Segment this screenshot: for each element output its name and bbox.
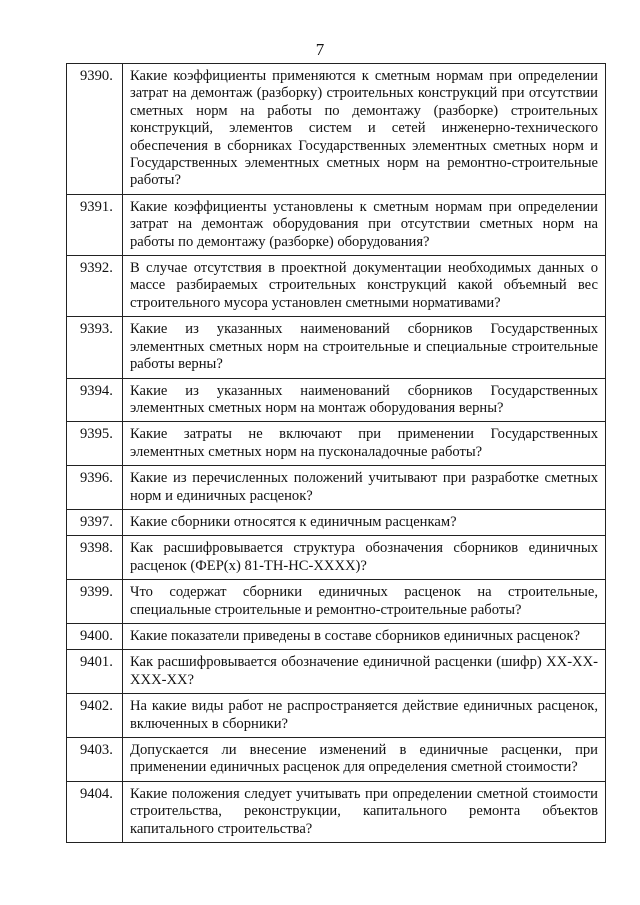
question-text: В случае отсутствия в проектной документации необходимых данных о массе разбираемых строительных конструкций какой объемный вес строительного мусора установлен сметными нормативами? <box>123 256 606 317</box>
question-text: Допускается ли внесение изменений в единичные расценки, при применении единичных расценок для определения сметной стоимости? <box>123 738 606 782</box>
question-number: 9397. <box>67 509 123 535</box>
question-text: Какие положения следует учитывать при определении сметной стоимости строительства, реконструкции, капитального ремонта объектов капитального строительства? <box>123 781 606 842</box>
question-number: 9392. <box>67 256 123 317</box>
table-row <box>67 422 606 466</box>
table-row <box>67 509 606 535</box>
table-row <box>67 650 606 694</box>
question-text: Как расшифровывается структура обозначения сборников единичных расценок (ФЕР(х) 81-ТН-НС-ХХХХ)? <box>123 536 606 580</box>
question-text: Какие затраты не включают при применении Государственных элементных сметных норм на пусконаладочные работы? <box>123 422 606 466</box>
question-number: 9394. <box>67 378 123 422</box>
question-text: Какие сборники относятся к единичным расценкам? <box>123 509 606 535</box>
table-row <box>67 194 606 255</box>
question-number: 9404. <box>67 781 123 842</box>
question-number: 9403. <box>67 738 123 782</box>
question-text: Какие из перечисленных положений учитывают при разработке сметных норм и единичных расценок? <box>123 466 606 510</box>
question-number: 9402. <box>67 694 123 738</box>
question-number: 9400. <box>67 623 123 649</box>
table-row <box>67 694 606 738</box>
table-row <box>67 64 606 195</box>
question-number: 9390. <box>67 64 123 195</box>
question-number: 9399. <box>67 580 123 624</box>
table-row <box>67 781 606 842</box>
questions-table <box>66 63 606 843</box>
questions-table-body <box>67 64 606 843</box>
question-number: 9393. <box>67 317 123 378</box>
table-row <box>67 256 606 317</box>
question-text: Что содержат сборники единичных расценок на строительные, специальные строительные и ремонтно-строительные работы? <box>123 580 606 624</box>
question-text: Какие коэффициенты установлены к сметным нормам при определении затрат на демонтаж оборудования при отсутствии сметных норм на работы по демонтажу (разборке) оборудования? <box>123 194 606 255</box>
table-row <box>67 580 606 624</box>
question-text: Как расшифровывается обозначение единичной расценки (шифр) ХХ-ХХ-ХХХ-ХХ? <box>123 650 606 694</box>
question-number: 9391. <box>67 194 123 255</box>
table-row <box>67 378 606 422</box>
question-text: На какие виды работ не распространяется действие единичных расценок, включенных в сборники? <box>123 694 606 738</box>
table-row <box>67 623 606 649</box>
table-row <box>67 317 606 378</box>
question-number: 9396. <box>67 466 123 510</box>
table-row <box>67 536 606 580</box>
question-number: 9401. <box>67 650 123 694</box>
table-row <box>67 738 606 782</box>
question-text: Какие коэффициенты применяются к сметным нормам при определении затрат на демонтаж (разборку) строительных конструкций при отсутствии сметных норм на работы по демонтажу (разборке) строительных конструкций, элементов систем и сетей инженерно-технического обеспечения в сборниках Государственных элементных сметных норм и Государственных элементных сметных норм на ремонтно-строительные работы? <box>123 64 606 195</box>
question-text: Какие показатели приведены в составе сборников единичных расценок? <box>123 623 606 649</box>
question-text: Какие из указанных наименований сборников Государственных элементных сметных норм на строительные и специальные строительные работы верны? <box>123 317 606 378</box>
table-row <box>67 466 606 510</box>
page-number: 7 <box>315 40 325 59</box>
question-number: 9398. <box>67 536 123 580</box>
question-text: Какие из указанных наименований сборников Государственных элементных сметных норм на монтаж оборудования верны? <box>123 378 606 422</box>
question-number: 9395. <box>67 422 123 466</box>
